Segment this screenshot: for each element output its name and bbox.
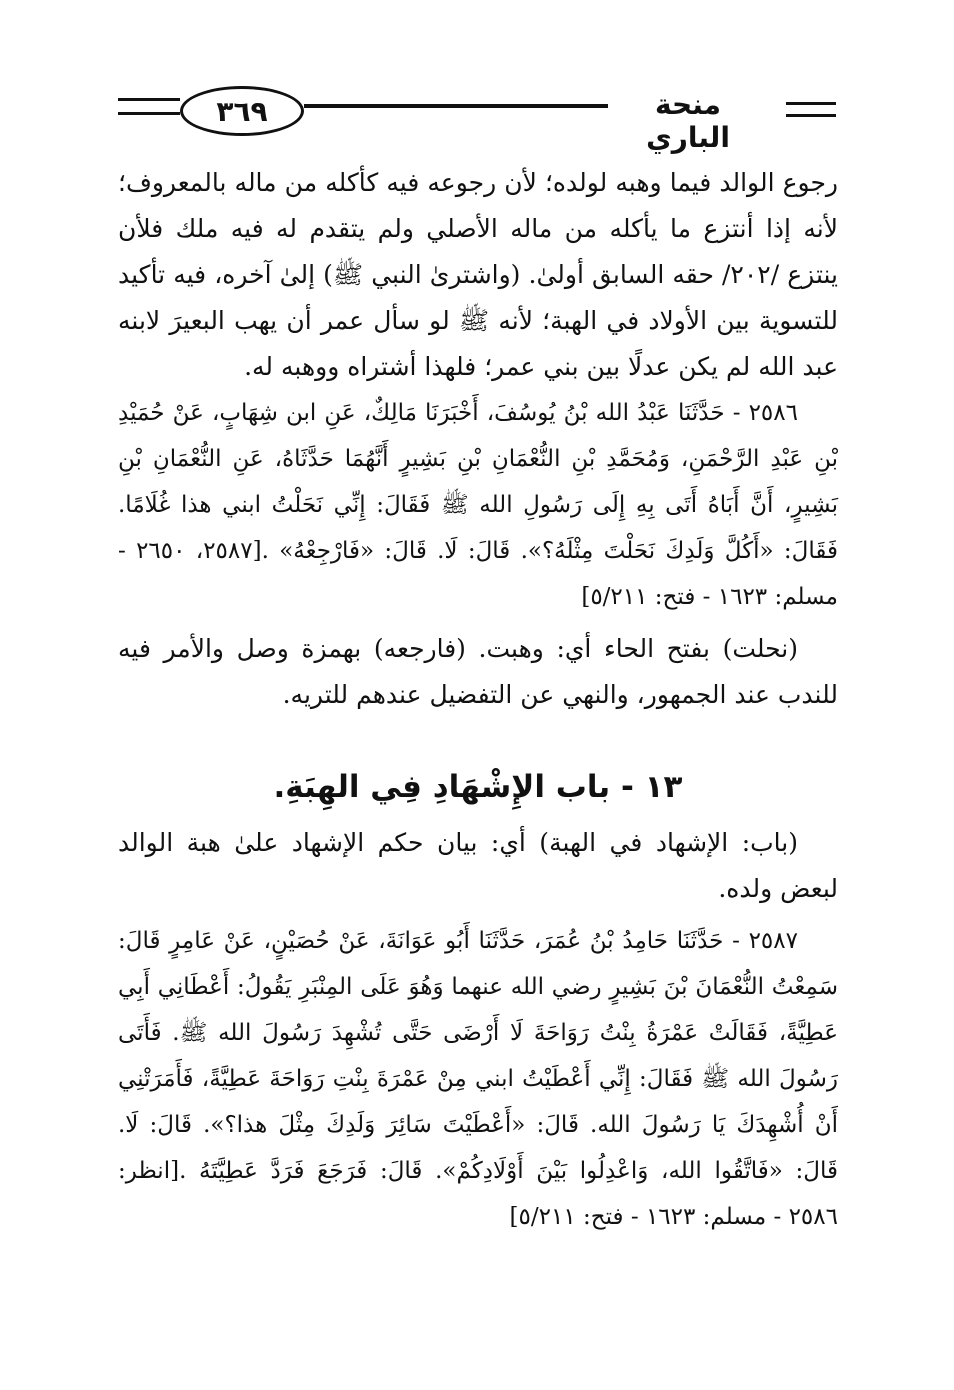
book-title: منحة الباري	[646, 88, 730, 154]
page-header	[118, 80, 838, 154]
header-rule-left-bottom	[118, 112, 180, 115]
commentary-paragraph: رجوع الوالد فيما وهبه لولده؛ لأن رجوعه فيه كأكله من ماله بالمعروف؛ لأنه إذا أنتزع ما يأكله من ماله الأصلي ولم يتقدم له فيه ملك فلأن ينتزع /٢٠٢/ حقه السابق أولىٰ. (واشترىٰ النبي ﷺ) إلىٰ آخره، فيه تأكيد للتسوية بين الأولاد في الهبة؛ لأنه ﷺ لو سأل عمر أن يهب البعيرَ لابنه عبد الله لم يكن عدلًا بين بني عمر؛ فلهذا أشتراه ووهبه له.	[118, 168, 838, 381]
header-rule-right-top	[786, 102, 836, 105]
page-number: ٣٦٩	[180, 86, 304, 136]
header-rule-right-bottom	[786, 114, 836, 117]
header-rule-middle	[304, 104, 608, 108]
hadith-2586: ٢٥٨٦ - حَدَّثَنَا عَبْدُ الله بْنُ يُوسُفَ، أَخْبَرَنَا مَالِكٌ، عَنِ ابن شِهَابٍ، عَنْ حُمَيْدِ بْنِ عَبْدِ الرَّحْمَنِ، وَمُحَمَّدِ بْنِ النُّعْمَانِ بْنِ بَشِيرٍ أَنَّهُمَا حَدَّثَاهُ، عَنِ النُّعْمَانِ بْنِ بَشِيرٍ، أَنَّ أَبَاهُ أَتَى بِهِ إِلَى رَسُولِ الله ﷺ فَقَالَ: إِنِّي نَحَلْتُ ابني هذا غُلَامًا. فَقَالَ: «أَكُلَّ وَلَدِكَ نَحَلْتَ مِثْلَهُ؟». قَالَ: لَا. قَالَ: «فَارْجِعْهُ» .[٢٥٨٧، ٢٦٥٠ - مسلم: ١٦٢٣ - فتح: ٥/٢١١]	[118, 400, 839, 610]
hadith-2587: ٢٥٨٧ - حَدَّثَنَا حَامِدُ بْنُ عُمَرَ، حَدَّثَنَا أَبُو عَوَانَةَ، عَنْ حُصَيْنٍ، عَنْ عَامِرٍ قَالَ: سَمِعْتُ النُّعْمَانَ بْنَ بَشِيرٍ رضي الله عنهما وَهُوَ عَلَى المِنْبَرِ يَقُولُ: أَعْطَانِي أَبِي عَطِيَّةً، فَقَالَتْ عَمْرَةُ بِنْتُ رَوَاحَةَ لَا أَرْضَى حَتَّى تُشْهِدَ رَسُولَ الله ﷺ. فَأَتَى رَسُولَ الله ﷺ فَقَالَ: إِنِّي أَعْطَيْتُ ابني مِنْ عَمْرَةَ بِنْتِ رَوَاحَةَ عَطِيَّةً، فَأَمَرَتْنِي أَنْ أُشْهِدَكَ يَا رَسُولَ الله. قَالَ: «أَعْطَيْتَ سَائِرَ وَلَدِكَ مِثْلَ هذا؟». قَالَ: لَا. قَالَ: «فَاتَّقُوا الله، وَاعْدِلُوا بَيْنَ أَوْلَادِكُمْ». قَالَ: فَرَجَعَ فَرَدَّ عَطِيَّتَهُ .[انظر: ٢٥٨٦ - مسلم: ١٦٢٣ - فتح: ٥/٢١١]	[118, 928, 838, 1230]
header-rule-left-top	[118, 98, 180, 101]
chapter-heading: ١٣ - باب الإِشْهَادِ فِي الهِبَةِ.	[273, 769, 683, 805]
commentary-nahalt: (نحلت) بفتح الحاء أي: وهبت. (فارجعه) بهمزة وصل والأمر فيه للندب عند الجمهور، والنهي عن التفضيل عندهم للتريه.	[118, 634, 838, 709]
page-content	[118, 160, 838, 1240]
chapter-explanation: (باب: الإشهاد في الهبة) أي: بيان حكم الإشهاد علىٰ هبة الوالد لبعض ولده.	[118, 828, 838, 903]
